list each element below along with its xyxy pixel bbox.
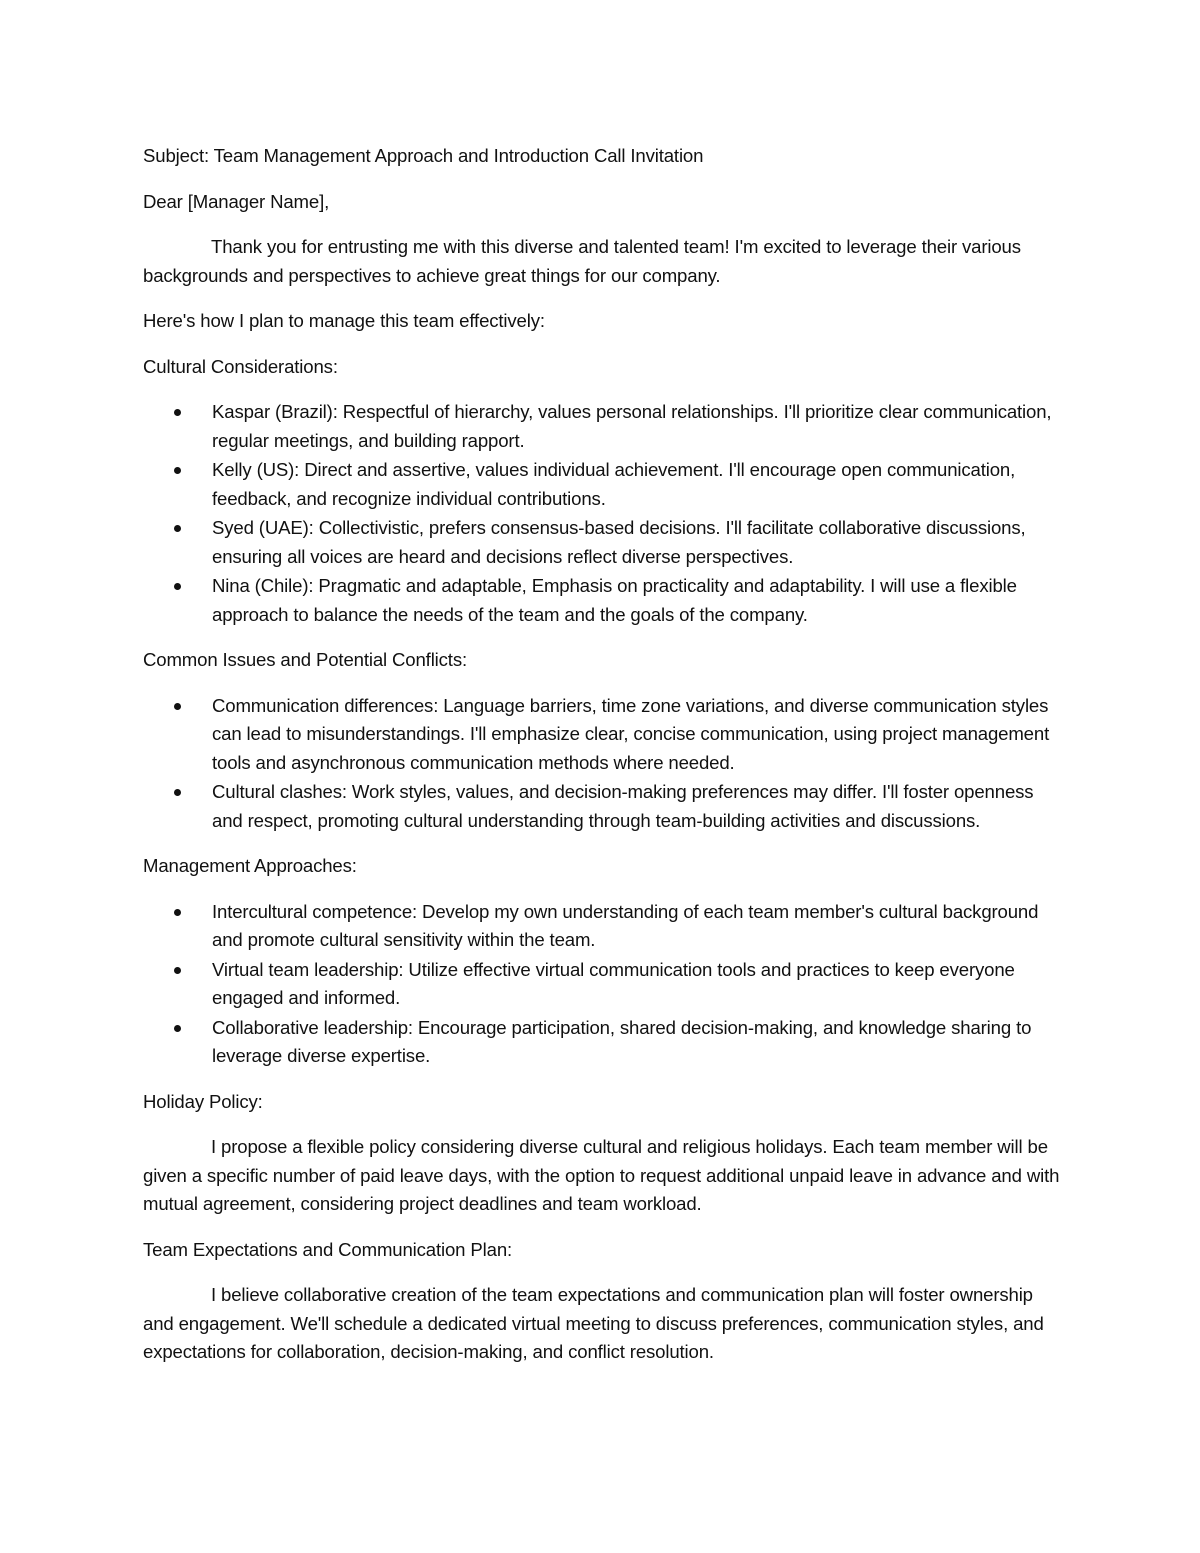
holiday-heading: Holiday Policy: bbox=[143, 1090, 263, 1112]
plan-lead: Here's how I plan to manage this team effectively: bbox=[143, 310, 545, 331]
bullet-icon bbox=[174, 409, 181, 416]
bullet-icon bbox=[174, 967, 181, 974]
list-item-text: Kelly (US): Direct and assertive, values individual achievement. I'll encourage open communication, feedback, and recognize individual contributions. bbox=[212, 459, 1016, 509]
list-item-text: Intercultural competence: Develop my own understanding of each team member's cultural background and promote cultural sensitivity within the team. bbox=[212, 900, 1039, 950]
list-item bbox=[143, 572, 1068, 629]
list-item bbox=[143, 898, 1068, 955]
list-item-text: Kaspar (Brazil): Respectful of hierarchy, values personal relationships. I'll prioritize clear communication, regular meetings, and building rapport. bbox=[212, 401, 1052, 451]
bullet-icon bbox=[174, 703, 181, 710]
approaches-list bbox=[143, 898, 1068, 1071]
list-item bbox=[143, 398, 1068, 455]
approaches-heading: Management Approaches: bbox=[143, 855, 357, 876]
bullet-icon bbox=[174, 525, 181, 532]
list-item bbox=[143, 778, 1068, 835]
expectations-heading: Team Expectations and Communication Plan: bbox=[143, 1238, 513, 1260]
list-item bbox=[143, 692, 1068, 778]
list-item-text: Collaborative leadership: Encourage participation, shared decision-making, and knowledge sharing to leverage diverse expertise. bbox=[212, 1016, 1032, 1066]
cultural-list bbox=[143, 398, 1068, 629]
letter-body bbox=[143, 142, 1068, 1384]
expectations-paragraph: I believe collaborative creation of the team expectations and communication plan will foster ownership and engagement. We'll schedule a dedicated virtual meeting to discuss preferences, communication styles, and expectations for collaboration, decision-making, and conflict resolution. bbox=[143, 1284, 1044, 1362]
bullet-icon bbox=[174, 583, 181, 590]
list-item-text: Syed (UAE): Collectivistic, prefers consensus-based decisions. I'll facilitate collaborative discussions, ensuring all voices are heard and decisions reflect diverse perspectives. bbox=[212, 517, 1026, 567]
list-item bbox=[143, 1014, 1068, 1071]
bullet-icon bbox=[174, 467, 181, 474]
greeting: Dear [Manager Name], bbox=[143, 190, 330, 212]
list-item-text: Cultural clashes: Work styles, values, and decision-making preferences may differ. I'll foster openness and respect, promoting cultural understanding through team-building activities and discussions. bbox=[212, 781, 1034, 831]
bullet-icon bbox=[174, 789, 181, 796]
list-item bbox=[143, 456, 1068, 513]
intro-paragraph: Thank you for entrusting me with this diverse and talented team! I'm excited to leverage their various backgrounds and perspectives to achieve great things for our company. bbox=[143, 236, 1021, 286]
bullet-icon bbox=[174, 1025, 181, 1032]
issues-list bbox=[143, 692, 1068, 836]
cultural-heading: Cultural Considerations: bbox=[143, 355, 338, 377]
list-item-text: Nina (Chile): Pragmatic and adaptable, Emphasis on practicality and adaptability. I will use a flexible approach to balance the needs of the team and the goals of the company. bbox=[212, 575, 1017, 625]
list-item-text: Virtual team leadership: Utilize effective virtual communication tools and practices to keep everyone engaged and informed. bbox=[212, 958, 1015, 1008]
list-item-text: Communication differences: Language barriers, time zone variations, and diverse communication styles can lead to misunderstandings. I'll emphasize clear, concise communication, using project management tools and asynchronous communication methods where needed. bbox=[212, 694, 1050, 773]
holiday-paragraph: I propose a flexible policy considering diverse cultural and religious holidays. Each team member will be given a specific number of paid leave days, with the option to request additional unpaid leave in advance and with mutual agreement, considering project deadlines and team workload. bbox=[143, 1136, 1060, 1214]
list-item bbox=[143, 956, 1068, 1013]
subject-line: Subject: Team Management Approach and Introduction Call Invitation bbox=[143, 145, 704, 166]
list-item bbox=[143, 514, 1068, 571]
issues-heading: Common Issues and Potential Conflicts: bbox=[143, 649, 467, 670]
bullet-icon bbox=[174, 909, 181, 916]
